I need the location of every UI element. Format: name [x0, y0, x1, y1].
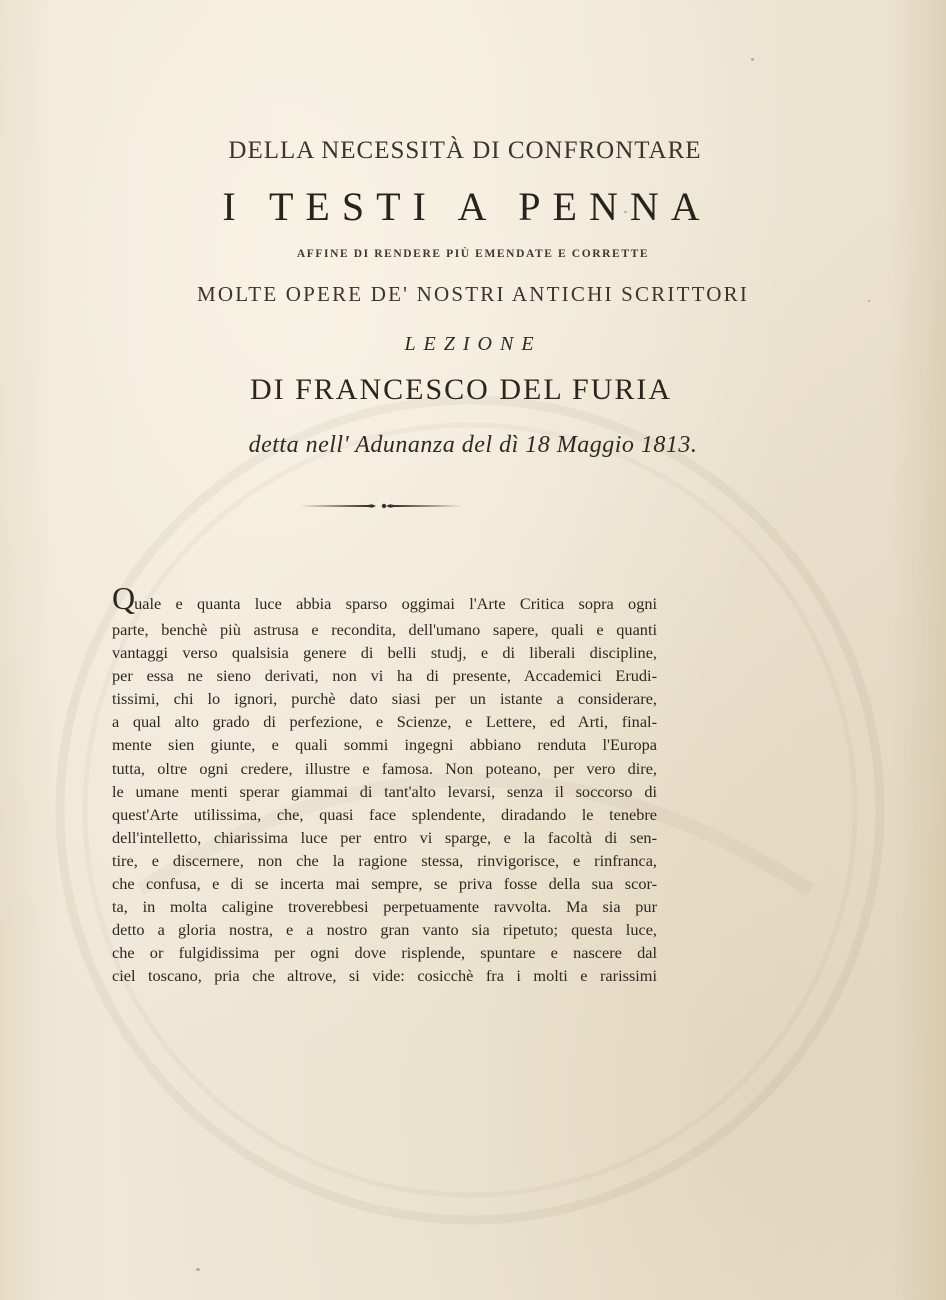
body-line: che or fulgidissima per ogni dove risplende, spuntare e nascere dal	[112, 943, 657, 963]
body-line: per essa ne sieno derivati, non vi ha di presente, Accademici Erudi-	[112, 666, 657, 686]
body-line: mente sien giunte, e quali sommi ingegni abbiano renduta l'Europa	[112, 735, 657, 755]
title-line-1: DELLA NECESSITÀ DI CONFRONTARE	[228, 137, 702, 164]
body-line: tissimi, chi lo ignori, purchè dato siasi per un istante a considerare,	[112, 689, 657, 709]
body-paragraph	[112, 586, 657, 988]
body-line: detto a gloria nostra, e a nostro gran vanto sia ripetuto; questa luce,	[112, 920, 657, 940]
author-line: DI FRANCESCO DEL FURIA	[249, 373, 673, 406]
body-line-text: uale e quanta luce abbia sparso oggimai l'Arte Critica sopra ogni	[134, 594, 657, 613]
body-line: tutta, oltre ogni credere, illustre e famosa. Non poteano, per vero dire,	[112, 758, 657, 778]
body-line: le umane menti sperar giammai di tant'alto levarsi, senza il soccorso di	[112, 781, 657, 801]
ornament-rule-icon	[298, 500, 464, 512]
body-line: ta, in molta caligine troverebbesi perpetuamente ravvolta. Ma sia pur	[112, 897, 657, 917]
body-line: a qual alto grado di perfezione, e Scienze, e Lettere, ed Arti, final-	[112, 712, 657, 732]
body-line: parte, benchè più astrusa e recondita, dell'umano sapere, quali e quanti	[112, 620, 657, 639]
body-line	[112, 586, 657, 618]
title-line-3: AFFINE DI RENDERE PIÙ EMENDATE E CORRETTE	[296, 248, 650, 260]
title-line-5: LEZIONE	[404, 333, 542, 355]
paper-speck	[196, 1268, 200, 1271]
title-line-4: MOLTE OPERE DE' NOSTRI ANTICHI SCRITTORI	[196, 282, 750, 306]
drop-cap: Q	[112, 586, 135, 616]
body-line: che confusa, e di se incerta mai sempre, se priva fosse della sua scor-	[112, 874, 657, 894]
body-line: quest'Arte utilissima, che, quasi face splendente, diradando le tenebre	[112, 804, 657, 824]
body-line: vantaggi verso qualsisia genere di belli studj, e di liberali discipline,	[112, 643, 657, 663]
date-line: detta nell' Adunanza del dì 18 Maggio 1813.	[248, 432, 698, 458]
body-line: dell'intelletto, chiarissima luce per entro vi sparge, e la facoltà di sen-	[112, 827, 657, 847]
paper-speck	[751, 58, 754, 61]
body-line: tire, e discernere, non che la ragione stessa, rinvigorisce, e rinfranca,	[112, 850, 657, 870]
body-line: ciel toscano, pria che altrove, si vide: cosicchè fra i molti e rarissimi	[112, 966, 657, 986]
title-line-2: I TESTI A PENNA	[222, 184, 712, 229]
